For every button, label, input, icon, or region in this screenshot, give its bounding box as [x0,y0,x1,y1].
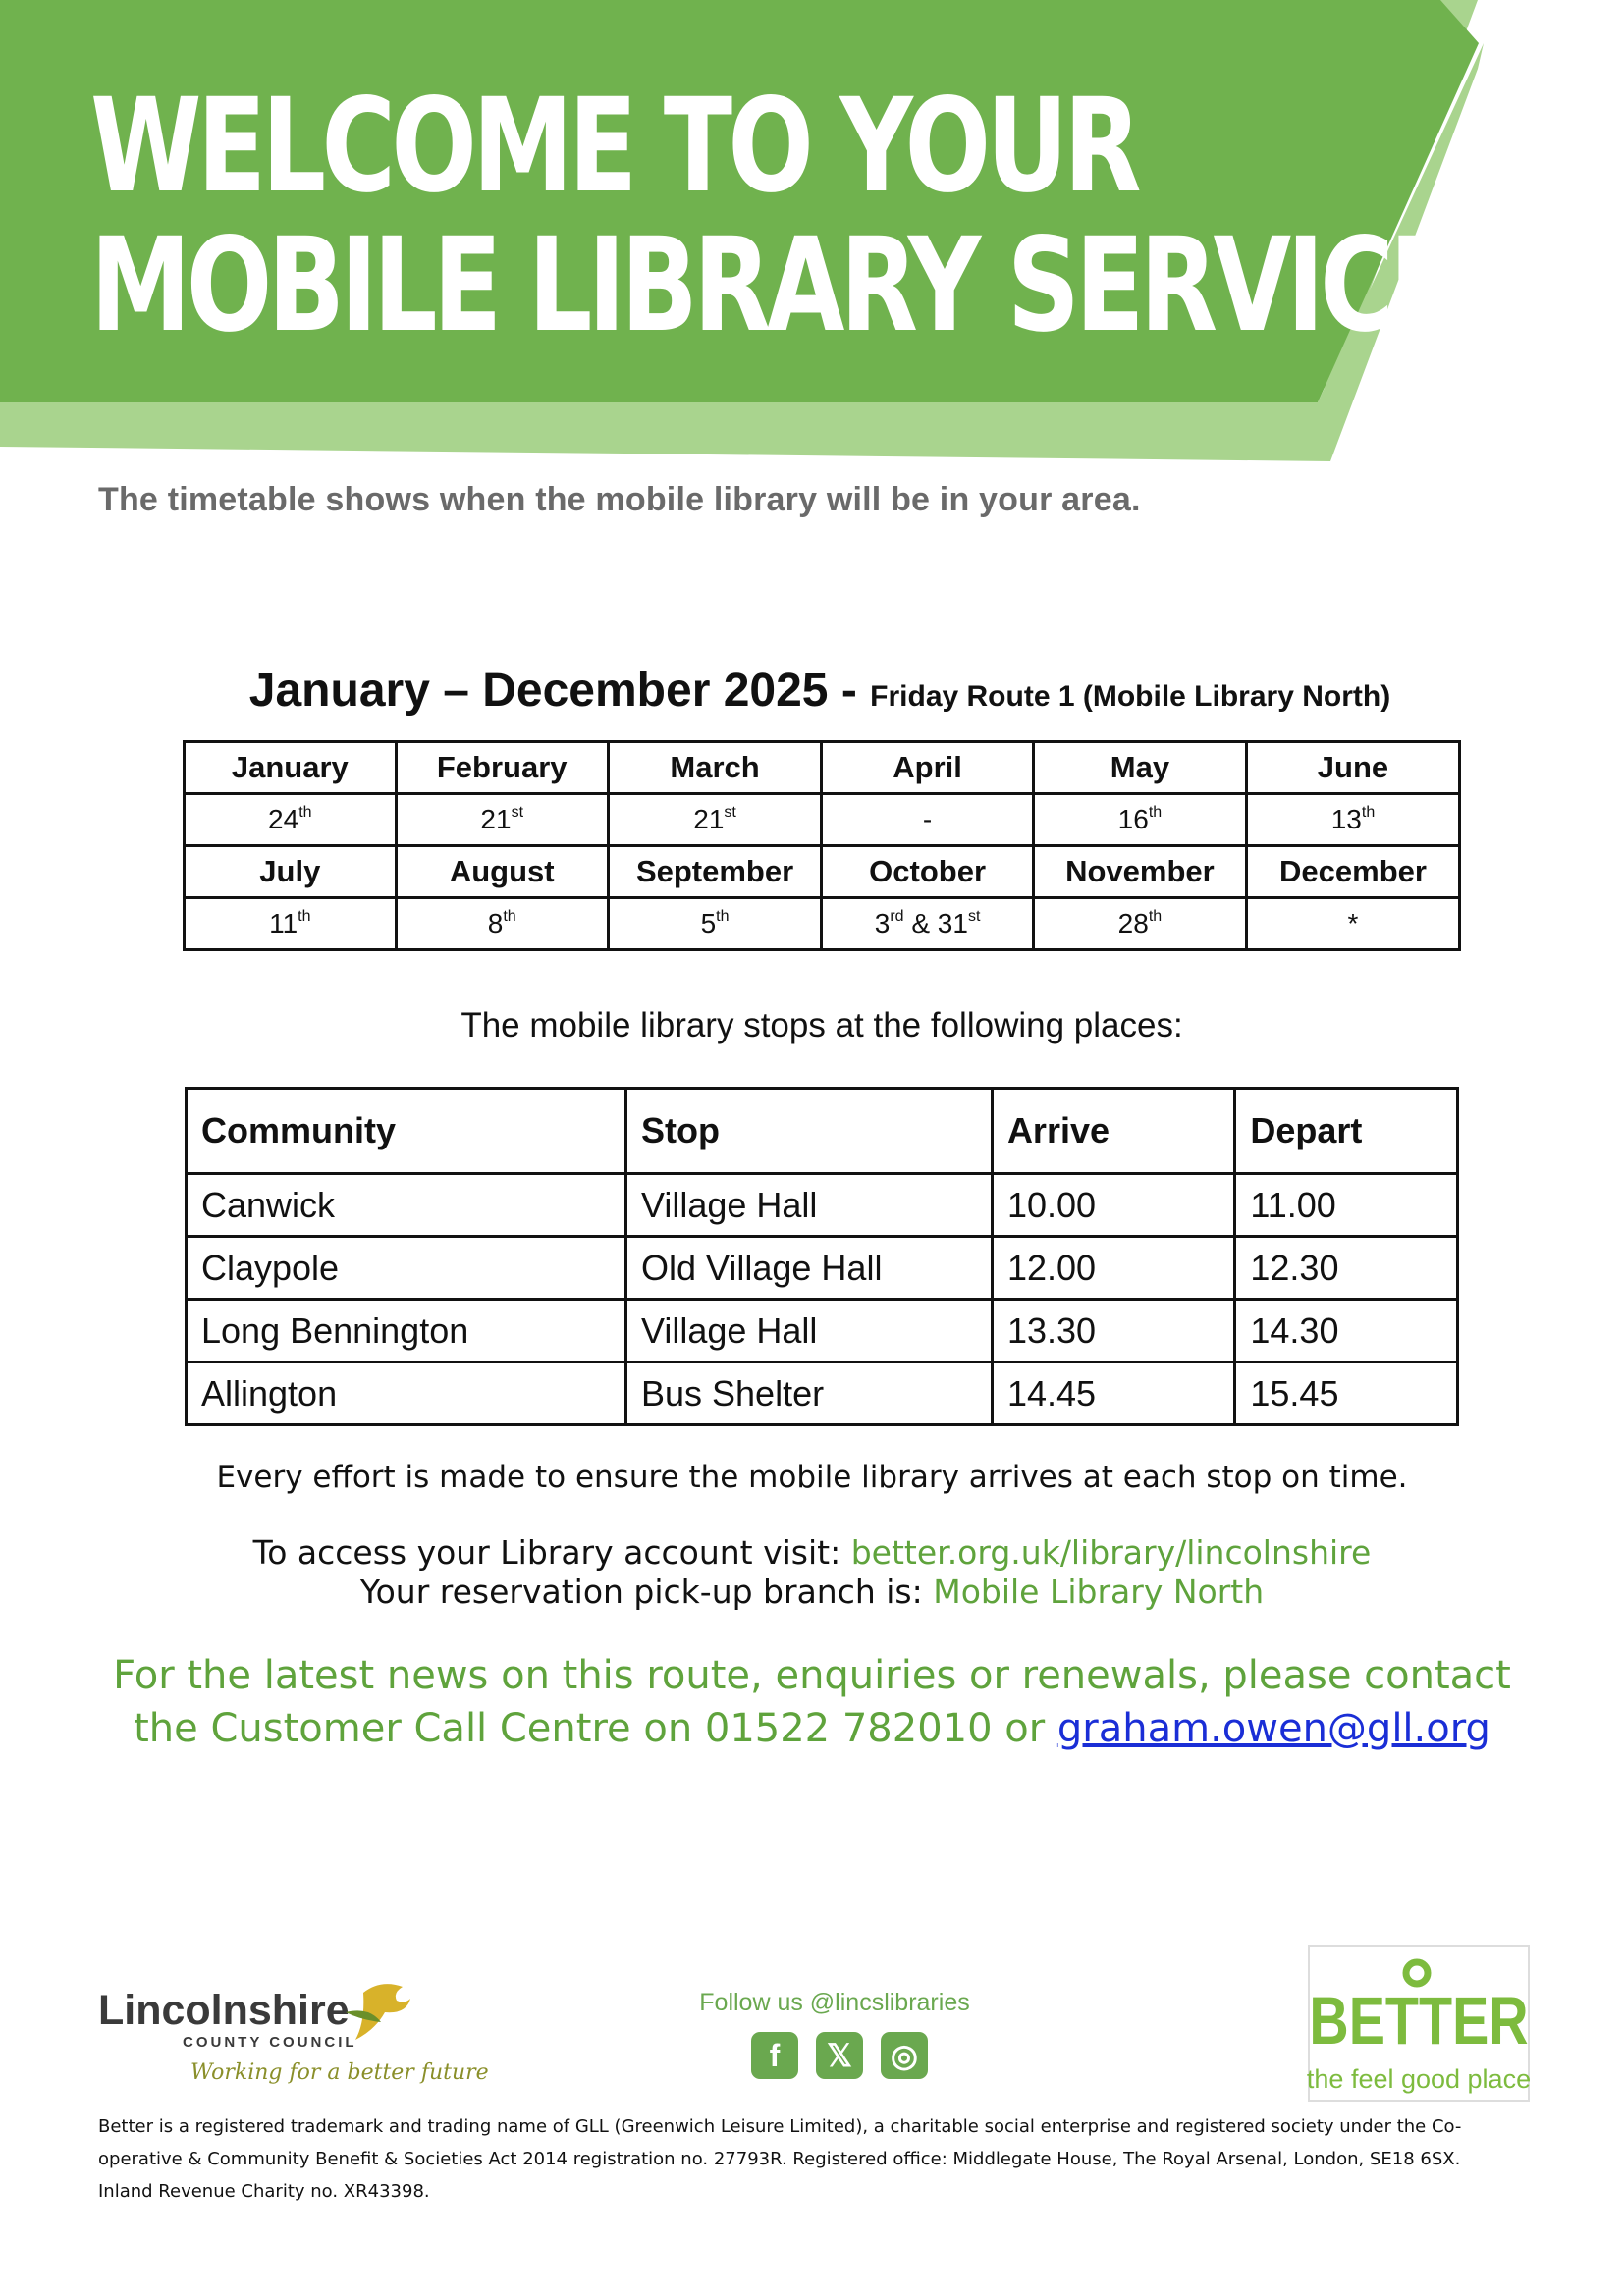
month-cell: June [1246,742,1459,794]
depart-cell: 15.45 [1235,1362,1458,1425]
month-cell: January [185,742,397,794]
month-row [185,846,1460,898]
stops-header-row [187,1089,1458,1174]
date-cell: - [822,794,1034,846]
date-cell: 16th [1033,794,1246,846]
stop-cell: Old Village Hall [625,1237,992,1300]
date-cell: 11th [185,898,397,950]
legal-notice: Better is a registered trademark and trading name of GLL (Greenwich Leisure Limited), a charitable social enterprise and registered society under the Co-operative & Community Benefit & Societies Act 2014 registration no. 27793R. Registered office: Middlegate House, The Royal Arsenal, London, SE18 6SX. Inland Revenue Charity no. XR43398. [98,2116,1462,2202]
date-cell: 8th [396,898,608,950]
date-cell: 21st [608,794,821,846]
date-cell: * [1246,898,1459,950]
lincolnshire-county-council-logo [98,1973,489,2091]
account-access-info [98,1533,1526,1612]
depart-cell: 12.30 [1235,1237,1458,1300]
arrive-cell: 12.00 [992,1237,1234,1300]
better-tagline: the feel good place [1306,2064,1532,2094]
better-logo-text: BETTER [1309,1984,1529,2059]
depart-cell: 14.30 [1235,1300,1458,1362]
table-row [187,1362,1458,1425]
stops-table [185,1087,1459,1426]
social-links [751,2032,928,2079]
arrive-cell: 14.45 [992,1362,1234,1425]
stops-intro: The mobile library stops at the following places: [460,1006,1183,1044]
date-cell: 24th [185,794,397,846]
branch-value: Mobile Library North [933,1573,1265,1611]
instagram-icon[interactable]: ◎ [881,2032,928,2079]
account-link[interactable]: better.org.uk/library/lincolnshire [850,1533,1372,1572]
schedule-heading-route: Friday Route 1 (Mobile Library North) [870,680,1391,713]
month-cell: March [608,742,821,794]
date-cell: 21st [396,794,608,846]
lcc-name: Lincolnshire [98,1987,350,2034]
table-row [187,1174,1458,1237]
month-cell: October [822,846,1034,898]
date-cell: 13th [1246,794,1459,846]
contact-line2: the Customer Call Centre on 01522 782010 or [134,1706,1057,1751]
date-row [185,794,1460,846]
banner-title-line1: WELCOME TO YOUR [90,71,1137,222]
date-row [185,898,1460,950]
column-header: Arrive [992,1089,1234,1174]
schedule-heading [182,664,1458,718]
month-cell: November [1033,846,1246,898]
month-cell: July [185,846,397,898]
month-row [185,742,1460,794]
banner-title-line2: MOBILE LIBRARY SERVICE [90,210,1454,361]
date-cell: 3rd & 31st [822,898,1034,950]
depart-cell: 11.00 [1235,1174,1458,1237]
schedule-heading-main: January – December 2025 - [248,665,871,717]
branch-label: Your reservation pick-up branch is: [359,1573,934,1611]
community-cell: Canwick [187,1174,626,1237]
column-header: Community [187,1089,626,1174]
arrive-cell: 10.00 [992,1174,1234,1237]
month-cell: May [1033,742,1246,794]
month-cell: August [396,846,608,898]
contact-line1: For the latest news on this route, enquiries or renewals, please contact [113,1653,1511,1698]
stop-cell: Village Hall [625,1300,992,1362]
community-cell: Allington [187,1362,626,1425]
column-header: Stop [625,1089,992,1174]
date-cell: 28th [1033,898,1246,950]
date-cell: 5th [608,898,821,950]
facebook-icon[interactable]: f [751,2032,798,2079]
community-cell: Long Bennington [187,1300,626,1362]
banner-title [90,71,1454,361]
month-cell: February [396,742,608,794]
month-cell: September [608,846,821,898]
community-cell: Claypole [187,1237,626,1300]
arrive-cell: 13.30 [992,1300,1234,1362]
better-logo [1306,1946,1532,2101]
stop-cell: Bus Shelter [625,1362,992,1425]
table-row [187,1300,1458,1362]
lcc-sub: COUNTY COUNCIL [183,2034,357,2051]
stop-cell: Village Hall [625,1174,992,1237]
follow-us: Follow us @lincslibraries [699,1989,970,2016]
contact-email-link[interactable]: graham.owen@gll.org [1056,1706,1490,1751]
lcc-slogan: Working for a better future [190,2060,489,2085]
x-twitter-icon[interactable]: 𝕏 [816,2032,863,2079]
table-row [187,1237,1458,1300]
schedule-dates-table [183,740,1461,951]
on-time-note: Every effort is made to ensure the mobile library arrives at each stop on time. [216,1460,1408,1495]
contact-info [79,1649,1545,1755]
month-cell: December [1246,846,1459,898]
month-cell: April [822,742,1034,794]
tagline: The timetable shows when the mobile library will be in your area. [98,481,1141,518]
column-header: Depart [1235,1089,1458,1174]
access-label: To access your Library account visit: [252,1533,851,1572]
